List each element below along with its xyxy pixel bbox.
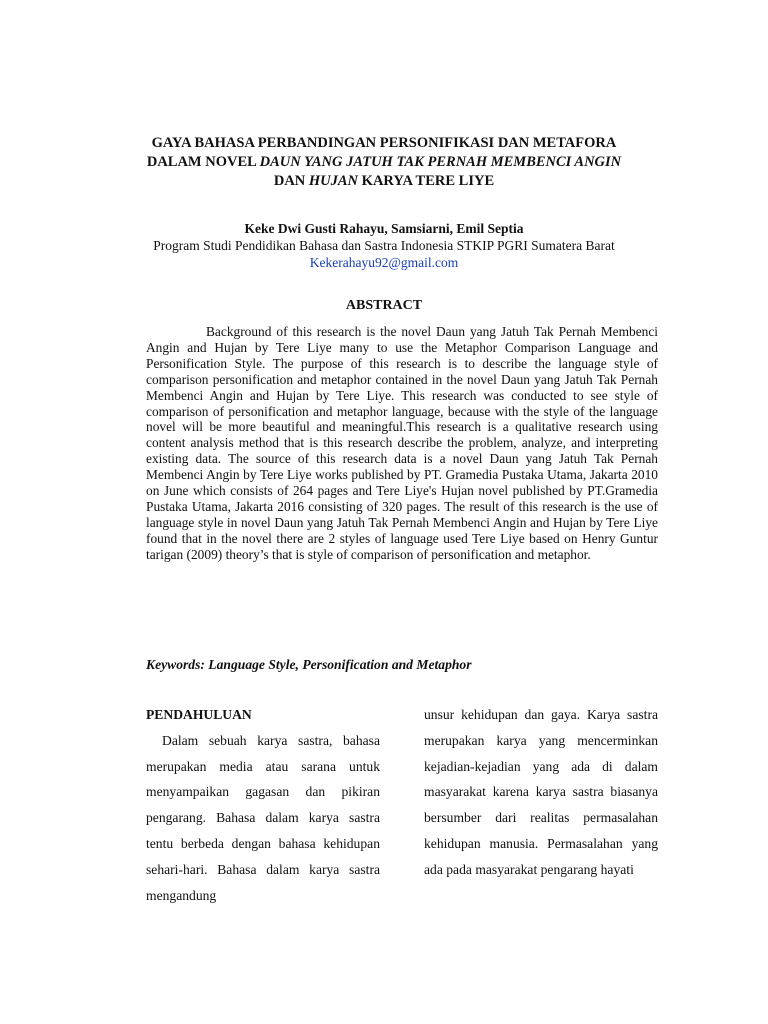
title-line-3: [120, 172, 648, 191]
section-heading: PENDAHULUAN: [146, 707, 252, 722]
abstract-heading: ABSTRACT: [345, 298, 423, 313]
paper-title: [120, 134, 648, 191]
author-affiliation: Program Studi Pendidikan Bahasa dan Sastra Indonesia STKIP PGRI Sumatera Barat: [153, 238, 615, 253]
title-line-1: GAYA BAHASA PERBANDINGAN PERSONIFIKASI DAN METAFORA: [151, 135, 617, 151]
author-names: Keke Dwi Gusti Rahayu, Samsiarni, Emil Septia: [244, 221, 524, 236]
title-line-2-prefix: DALAM NOVEL: [146, 154, 260, 170]
body-column-right: [424, 702, 658, 883]
author-block: [110, 220, 658, 271]
abstract-body: Background of this research is the novel Daun yang Jatuh Tak Pernah Membenci Angin and Hujan by Tere Liye many to use the Metaphor Comparison Language and Personification Style. The purpose of this research is to describe the language style of comparison personification and metaphor contained in the novel Daun yang Jatuh Tak Pernah Membenci Angin and Hujan by Tere Liye. This research was conducted to see style of comparison of personification and metaphor language, because with the style of the language novel will be more beautiful and meaningful.This research is a qualitative research using content analysis method that is this research describe the problem, analyze, and interpreting existing data. The source of this research data is a novel Daun yang Jatuh Tak Pernah Membenci Angin by Tere Liye works published by PT. Gramedia Pustaka Utama, Jakarta 2010 on June which consists of 264 pages and Tere Liye's Hujan novel published by PT.Gramedia Pustaka Utama, Jakarta 2016 consisting of 320 pages. The result of this research is the use of language style in novel Daun yang Jatuh Tak Pernah Membenci Angin and Hujan by Tere Liye found that in the novel there are 2 styles of language used Tere Liye based on Henry Guntur tarigan (2009) theory’s that is style of comparison of personification and metaphor.: [146, 324, 658, 562]
title-novel-1: DAUN YANG JATUH TAK PERNAH MEMBENCI ANGIN: [259, 154, 622, 170]
left-column-paragraph: Dalam sebuah karya sastra, bahasa merupakan media atau sarana untuk menyampaikan gagasan dan pikiran pengarang. Bahasa dalam karya sastra tentu berbeda dengan bahasa kehidupan sehari-hari. Bahasa dalam karya sastra mengandung: [146, 732, 380, 903]
title-line-2: [120, 153, 648, 172]
body-column-left: [146, 702, 380, 908]
keywords-line: Keywords: Language Style, Personification and Metaphor: [146, 657, 472, 672]
title-line-3-prefix: DAN: [273, 173, 309, 189]
right-column-paragraph: unsur kehidupan dan gaya. Karya sastra merupakan karya yang mencerminkan kejadian-kejadian yang ada di dalam masyarakat karena karya sastra biasanya bersumber dari realitas permasalahan kehidupan manusia. Permasalahan yang ada pada masyarakat pengarang hayati: [424, 707, 658, 877]
author-email-link[interactable]: Kekerahayu92@gmail.com: [309, 255, 459, 270]
title-line-3-suffix: KARYA TERE LIYE: [358, 173, 495, 189]
title-novel-2: HUJAN: [308, 173, 359, 189]
